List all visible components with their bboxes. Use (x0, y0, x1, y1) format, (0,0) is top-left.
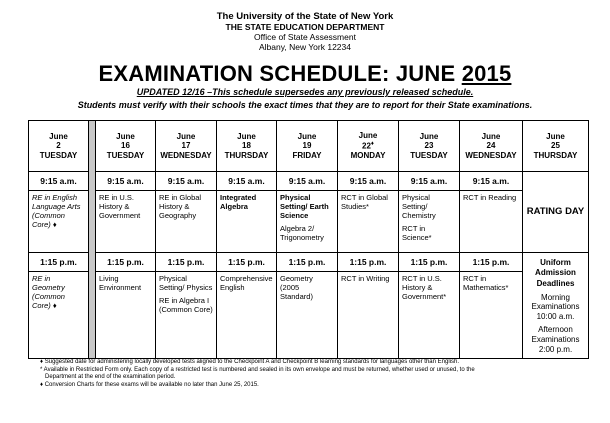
exam-cell: RE in U.S. History & Government (96, 191, 156, 253)
time-cell: 1:15 p.m. (399, 253, 460, 272)
exam-cell: RE in English Language Arts (Common Core) ♦ (29, 191, 89, 253)
students-notice: Students must verify with their schools the exact times that they are to report for their State examinations. (77, 100, 533, 110)
column-divider (89, 121, 96, 359)
office-name: Office of State Assessment (254, 32, 356, 42)
time-cell: 1:15 p.m. (156, 253, 217, 272)
day-header: June 22♦ MONDAY (338, 121, 399, 172)
time-cell: 1:15 p.m. (460, 253, 523, 272)
day-header: June 19 FRIDAY (277, 121, 338, 172)
day-header: June 17 WEDNESDAY (156, 121, 217, 172)
time-cell: 9:15 a.m. (96, 172, 156, 191)
exam-cell: RCT in Reading (460, 191, 523, 253)
exam-cell: Living Environment (96, 272, 156, 359)
university-name: The University of the State of New York (216, 11, 394, 22)
updated-lead: UPDATED 12/16 (136, 87, 208, 97)
exam-cell: RCT in Mathematics* (460, 272, 523, 359)
title-year: 2015 (461, 61, 512, 86)
time-cell: 9:15 a.m. (217, 172, 277, 191)
time-cell: 9:15 a.m. (277, 172, 338, 191)
time-cell: 9:15 a.m. (156, 172, 217, 191)
time-cell: 9:15 a.m. (399, 172, 460, 191)
exam-cell: RCT in Global Studies* (338, 191, 399, 253)
footnotes (40, 359, 600, 389)
day-header: June 23 TUESDAY (399, 121, 460, 172)
footnote: ♦ Conversion Charts for these exams will be available no later than June 25, 2015. (40, 381, 259, 388)
time-cell: 9:15 a.m. (29, 172, 89, 191)
title-text: EXAMINATION SCHEDULE: JUNE (98, 61, 462, 86)
updated-notice (0, 87, 610, 97)
footnote: ♦ Suggested date for administering locally developed tests aligned to the Checkpoint A and Checkpoint B learning standards for languages other than English. (40, 359, 459, 365)
exam-cell: RE in Geometry (Common Core) ♦ (29, 272, 89, 359)
morning-exams-row (29, 191, 589, 253)
exam-cell: Geometry (2005 Standard) (277, 272, 338, 359)
exam-cell: Physical Setting/ Chemistry RCT in Science* (399, 191, 460, 253)
rating-day-cell: RATING DAY (523, 172, 589, 253)
time-cell: 1:15 p.m. (217, 253, 277, 272)
day-header: June 16 TUESDAY (96, 121, 156, 172)
time-cell: 1:15 p.m. (96, 253, 156, 272)
exam-cell: Physical Setting/ Physics RE in Algebra I (Common Core) (156, 272, 217, 359)
exam-cell: Integrated Algebra (217, 191, 277, 253)
day-header: June 2 TUESDAY (29, 121, 89, 172)
footnote: Department at the end of the examination period. (45, 374, 176, 380)
exam-cell: RCT in U.S. History & Government* (399, 272, 460, 359)
exam-cell: RCT in Writing (338, 272, 399, 359)
address: Albany, New York 12234 (259, 42, 351, 52)
exam-cell: RE in Global History & Geography (156, 191, 217, 253)
day-header-row (29, 121, 589, 172)
uniform-admission-cell: Uniform Admission Deadlines Morning Examinations 10:00 a.m. Afternoon Examinations 2:00 p.m. (523, 253, 589, 359)
updated-text: –This schedule supersedes any previously released schedule. (207, 87, 474, 97)
afternoon-exams-row (29, 272, 589, 359)
day-header: June 25 THURSDAY (523, 121, 589, 172)
afternoon-time-row (29, 253, 589, 272)
day-header: June 24 WEDNESDAY (460, 121, 523, 172)
department-name: THE STATE EDUCATION DEPARTMENT (225, 22, 385, 32)
time-cell: 1:15 p.m. (277, 253, 338, 272)
schedule-table (28, 120, 589, 359)
morning-time-row (29, 172, 589, 191)
time-cell: 1:15 p.m. (338, 253, 399, 272)
exam-cell: Physical Setting/ Earth Science Algebra 2/ Trigonometry (277, 191, 338, 253)
footnote: * Available in Restricted Form only. Each copy of a restricted test is numbered and sealed in its own envelope and must be returned, whether used or unused, to the (40, 366, 475, 373)
time-cell: 9:15 a.m. (338, 172, 399, 191)
page-title (0, 61, 610, 87)
time-cell: 1:15 p.m. (29, 253, 89, 272)
time-cell: 9:15 a.m. (460, 172, 523, 191)
exam-cell: Comprehensive English (217, 272, 277, 359)
day-header: June 18 THURSDAY (217, 121, 277, 172)
